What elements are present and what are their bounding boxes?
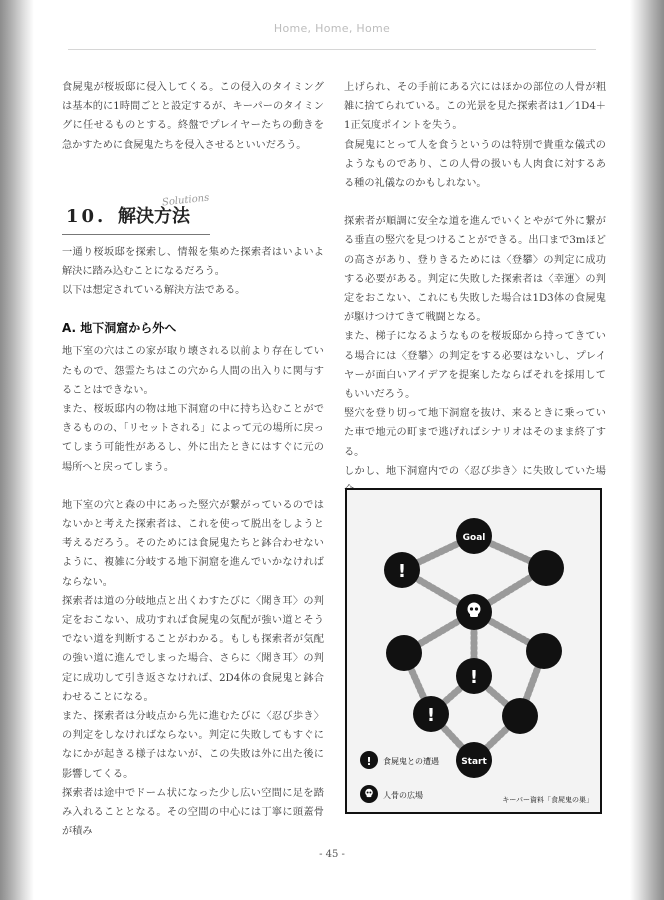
left-column — [62, 78, 324, 842]
subsection-heading: A. 地下洞窟から外へ — [62, 321, 177, 336]
exclamation-icon: ! — [397, 561, 407, 582]
cavern-node — [386, 635, 422, 671]
section-paragraph: 一通り桜坂邸を探索し、情報を集めた探索者はいよいよ解決に踏み込むことになるだろう。 — [62, 246, 324, 278]
exclamation-icon: ! — [366, 755, 372, 768]
goal-node — [456, 518, 492, 554]
right-column — [344, 78, 606, 500]
intro-paragraph: 食屍鬼が桜坂邸に侵入してくる。この侵入のタイミングは基本的に1時間ごとと設定するが、キーパーのタイミングに任せるものとする。終盤でプレイヤーたちの動きを急かすために食屍鬼たちを侵入させるといいだろう。 — [62, 82, 324, 151]
body-paragraph: 竪穴を登り切って地下洞窟を抜け、来るときに乗っていた車で地元の町まで逃げればシナリオはそのまま終了する。 — [344, 408, 606, 458]
subsection-paragraph: 探索者は道の分岐地点と出くわすたびに〈聞き耳〉の判定をおこない、成功すれば食屍鬼の気配が強い道とそうでない道を判断することがわかる。もしも探索者が気配の強い道に進んでしまった場合、さらに〈聞き耳〉の判定に成功して引き返さなければ、2D4体の食屍鬼と鉢合わせることになる。 — [62, 595, 324, 703]
running-title: Home, Home, Home — [273, 22, 391, 35]
map-caption: キーパー資料「食屍鬼の巣」 — [502, 796, 593, 804]
body-paragraph: また、梯子になるようなものを桜坂邸から持ってきている場合には〈登攀〉の判定をする必要はないし、プレイヤーが面白いアイデアを提案したならばそれを採用してもいいだろう。 — [344, 331, 606, 401]
page-number: - 45 - — [319, 849, 345, 860]
body-paragraph: 食屍鬼にとって人を食うというのは特別で貴重な儀式のようなものであり、この人骨の扱いも人肉食に対するある種の礼儀なのかもしれない。 — [344, 139, 606, 190]
header-divider — [68, 49, 596, 50]
body-paragraph: 探索者が順調に安全な道を進んでいくとやがて外に繋がる垂直の竪穴を見つけることができる。出口まで3mほどの高さがあり、登りきるためには〈登攀〉の判定に成功する必要がある。判定に失敗した探索者は〈幸運〉の判定をおこない、これにも失敗した場合は1D3体の食屍鬼が駆けつけてきて戦闘となる。 — [344, 216, 606, 324]
encounter-node — [413, 696, 449, 732]
start-label: Start — [461, 757, 487, 767]
subsection-paragraph: 地下室の穴と森の中にあった竪穴が繋がっているのではないかと考えた探索者は、これを使って脱出をしようと考えるだろう。そのためには食屍鬼たちと鉢合わせないように、複雑に分岐する地下洞窟を進んでいかなければならない。 — [62, 499, 324, 588]
body-paragraph: しかし、地下洞窟内での〈忍び歩き〉に失敗していた場 — [344, 465, 606, 477]
encounter-node — [456, 658, 492, 694]
body-paragraph: 上げられ、その手前にある穴にはほかの部位の人骨が粗雑に捨てられている。この光景を見た探索者は1／1D4＋1正気度ポイントを失う。 — [344, 82, 606, 132]
section-title — [62, 192, 324, 237]
solutions-script-word: Solutions — [161, 192, 210, 209]
legend-bones — [360, 785, 423, 803]
subsection-paragraph: 地下室の穴はこの家が取り壊される以前より存在していたもので、怨霊たちはこの穴から人間の出入りに関与することはできない。 — [62, 346, 324, 396]
encounter-node — [384, 552, 420, 588]
exclamation-icon: ! — [426, 705, 436, 726]
legend-encounter — [360, 751, 439, 769]
cavern-node — [526, 633, 562, 669]
section-heading: 解決方法 — [118, 205, 190, 227]
torn-paper-right-edge — [630, 0, 664, 900]
exclamation-icon: ! — [469, 667, 479, 688]
section-paragraph: 以下は想定されている解決方法である。 — [62, 285, 246, 297]
section-underline — [62, 234, 210, 235]
legend-encounter-label: 食屍鬼との遭遇 — [383, 757, 439, 766]
torn-paper-left-edge — [0, 0, 34, 900]
ghoul-nest-map — [345, 488, 602, 814]
legend-bones-label: 人骨の広場 — [383, 791, 423, 800]
section-number: 10. — [66, 205, 107, 227]
map-diagram — [347, 490, 600, 812]
cavern-node — [528, 550, 564, 586]
subsection-paragraph: 探索者は途中でドーム状になった少し広い空間に足を踏み入れることとなる。その空間の中心には丁寧に頭蓋骨が積み — [62, 787, 324, 838]
subsection-paragraph: また、桜坂邸内の物は地下洞窟の中に持ち込むことができるものの、「リセットされる」によって元の場所に戻ってしまう可能性があるし、外に出たときにはすぐに元の場所へと戻ってしまう。 — [62, 404, 324, 473]
bones-plaza-node — [456, 594, 492, 630]
subsection-paragraph: また、探索者は分岐点から先に進むたびに〈忍び歩き〉の判定をしなければならない。判定に失敗してもすぐになにかが起きる様子はないが、この失敗は外に出た後に影響してくる。 — [62, 711, 324, 780]
cavern-node — [502, 698, 538, 734]
start-node — [456, 742, 492, 778]
goal-label: Goal — [462, 533, 486, 543]
